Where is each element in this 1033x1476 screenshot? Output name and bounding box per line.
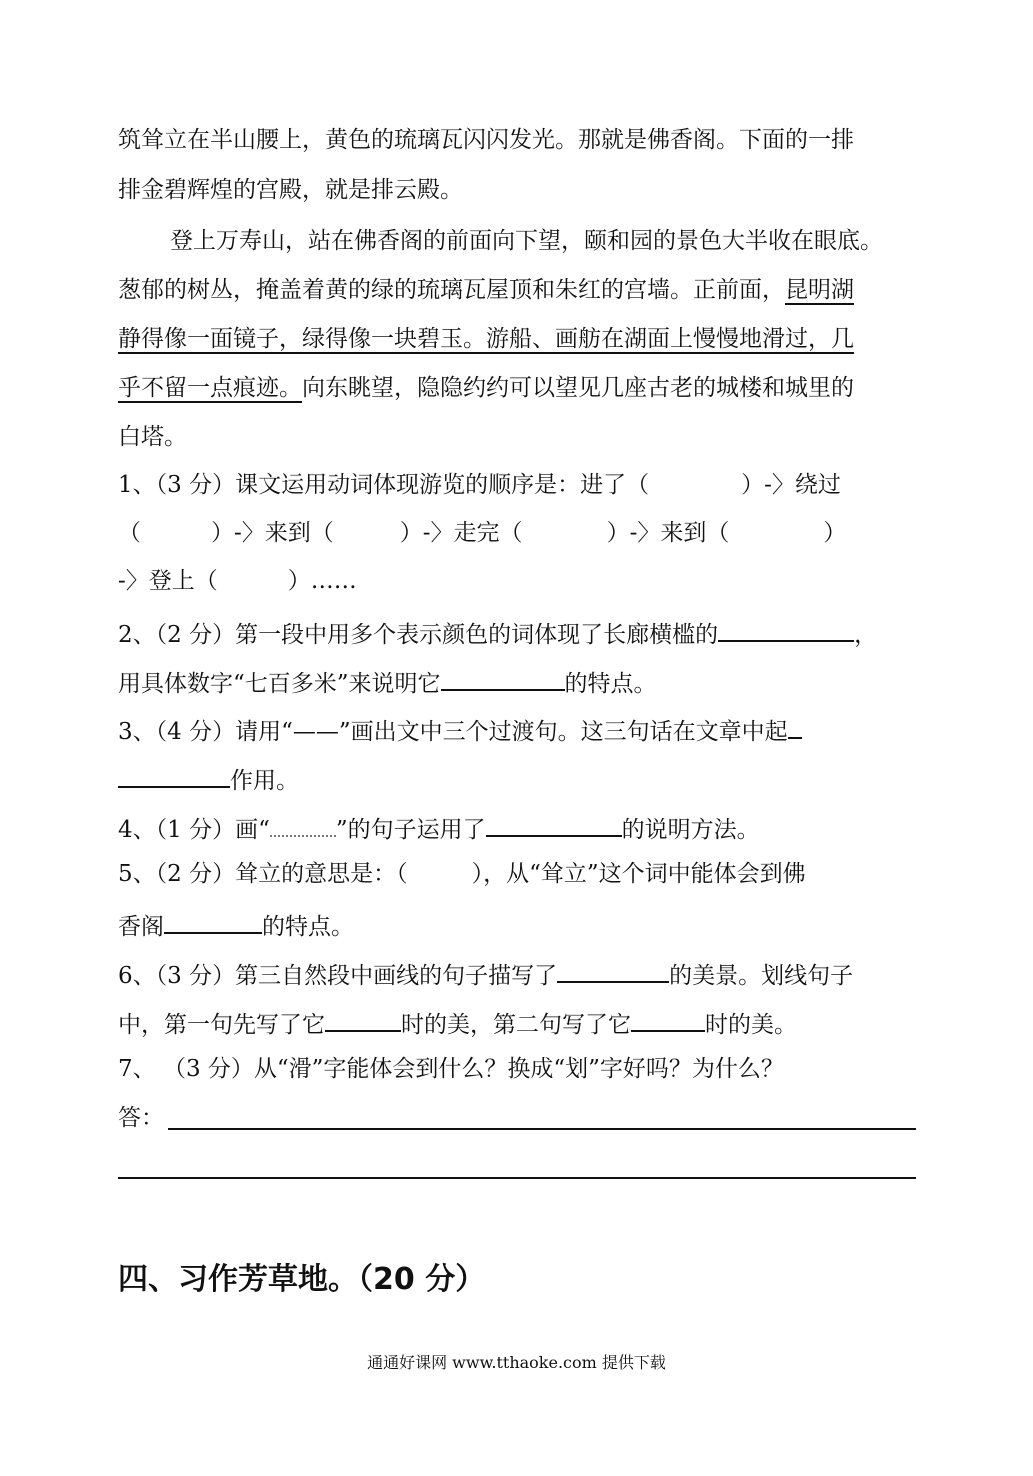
passage-line: 排金碧辉煌的宫殿，就是排云殿。	[118, 177, 463, 203]
question-text: 的说明方法。	[621, 817, 760, 843]
answer-blank[interactable]	[441, 665, 565, 691]
answer-blank[interactable]	[631, 1006, 705, 1032]
passage-line: 登上万寿山，站在佛香阁的前面向下望，颐和园的景色大半收在眼底。	[170, 228, 883, 254]
underlined-sentence: 静得像一面镜子，绿得像一块碧玉。游船、画舫在湖面上慢慢地滑过，几	[118, 326, 854, 352]
question-text: 作用。	[230, 768, 299, 794]
question-text: 的特点。	[564, 671, 657, 697]
passage-line: 白塔。	[118, 424, 187, 450]
passage-text: 葱郁的树丛，掩盖着黄的绿的琉璃瓦屋顶和朱红的宫墙。正前面，	[118, 277, 785, 303]
question-text: 4、（1 分）画“	[118, 817, 270, 843]
passage-line	[118, 324, 854, 354]
answer-blank[interactable]	[486, 811, 622, 837]
question-text: 用具体数字“七百多米”来说明它	[118, 671, 441, 697]
question-3	[118, 713, 802, 747]
answer-blank[interactable]	[118, 762, 230, 788]
question-6-cont	[118, 1006, 797, 1040]
question-text: 2、（2 分）第一段中用多个表示颜色的词体现了长廊横槛的	[118, 622, 719, 648]
question-1	[118, 470, 841, 500]
question-text: ）-〉走完（	[399, 520, 523, 546]
question-text: 时的美。	[705, 1012, 797, 1038]
question-text: 的特点。	[262, 914, 354, 940]
question-text: 6、（3 分）第三自然段中画线的句子描写了	[118, 963, 558, 989]
answer-blank[interactable]	[325, 1006, 401, 1032]
footer-text: 通通好课网 www.tthaoke.com 提供下载	[367, 1353, 666, 1372]
answer-label: 答：	[118, 1105, 164, 1131]
question-text: 时的美，第二句写了它	[401, 1012, 631, 1038]
question-text: 的美景。划线句子	[669, 963, 854, 989]
question-4	[118, 811, 760, 845]
section-title: 四、习作芳草地。（20 分）	[118, 1262, 486, 1297]
question-text: 1、（3 分）课文运用动词体现游览的顺序是：进了（	[118, 472, 650, 498]
passage-line	[118, 373, 854, 403]
question-text: 中，第一句先写了它	[118, 1012, 325, 1038]
passage-text: 向东眺望，隐隐约约可以望见几座古老的城楼和城里的	[302, 375, 854, 401]
question-text: 3、（4 分）请用“——”画出文中三个过渡句。这三句话在文章中起	[118, 719, 788, 745]
answer-blank[interactable]	[718, 616, 854, 642]
answer-blank[interactable]	[788, 713, 802, 739]
question-7: 7、 （3 分）从“滑”字能体会到什么？换成“划”字好吗？为什么？	[118, 1056, 784, 1082]
question-text: （	[118, 520, 141, 546]
answer-blank[interactable]	[164, 908, 262, 934]
question-text: 香阁	[118, 914, 164, 940]
underlined-sentence: 昆明湖	[785, 277, 854, 303]
question-text: ”的句子运用了	[335, 817, 486, 843]
question-text: ）-〉绕过	[741, 472, 841, 498]
question-text: ）	[823, 520, 847, 546]
question-text: ，	[854, 622, 878, 648]
underlined-sentence: 乎不留一点痕迹。	[118, 375, 302, 401]
question-text: ）-〉来到（	[211, 520, 334, 546]
question-text: ）……	[287, 568, 357, 594]
question-text: ），从“耸立”这个词中能体会到佛	[471, 861, 806, 887]
question-5	[118, 859, 806, 889]
question-2-cont	[118, 665, 657, 699]
passage-line	[118, 275, 854, 305]
answer-blank[interactable]	[557, 957, 669, 983]
question-6	[118, 957, 853, 991]
question-2	[118, 616, 877, 650]
question-1-cont	[118, 566, 357, 596]
answer-line[interactable]	[168, 1128, 916, 1130]
answer-line[interactable]	[118, 1177, 916, 1179]
question-3-cont	[118, 762, 299, 796]
question-text: ）-〉来到（	[606, 520, 730, 546]
question-text: -〉登上（	[118, 568, 218, 594]
question-1-cont	[118, 518, 846, 548]
question-5-cont	[118, 908, 354, 942]
passage-line: 筑耸立在半山腰上，黄色的琉璃瓦闪闪发光。那就是佛香阁。下面的一排	[118, 127, 854, 153]
question-text: 5、（2 分）耸立的意思是：（	[118, 861, 408, 887]
wavy-line-mark	[270, 813, 336, 837]
